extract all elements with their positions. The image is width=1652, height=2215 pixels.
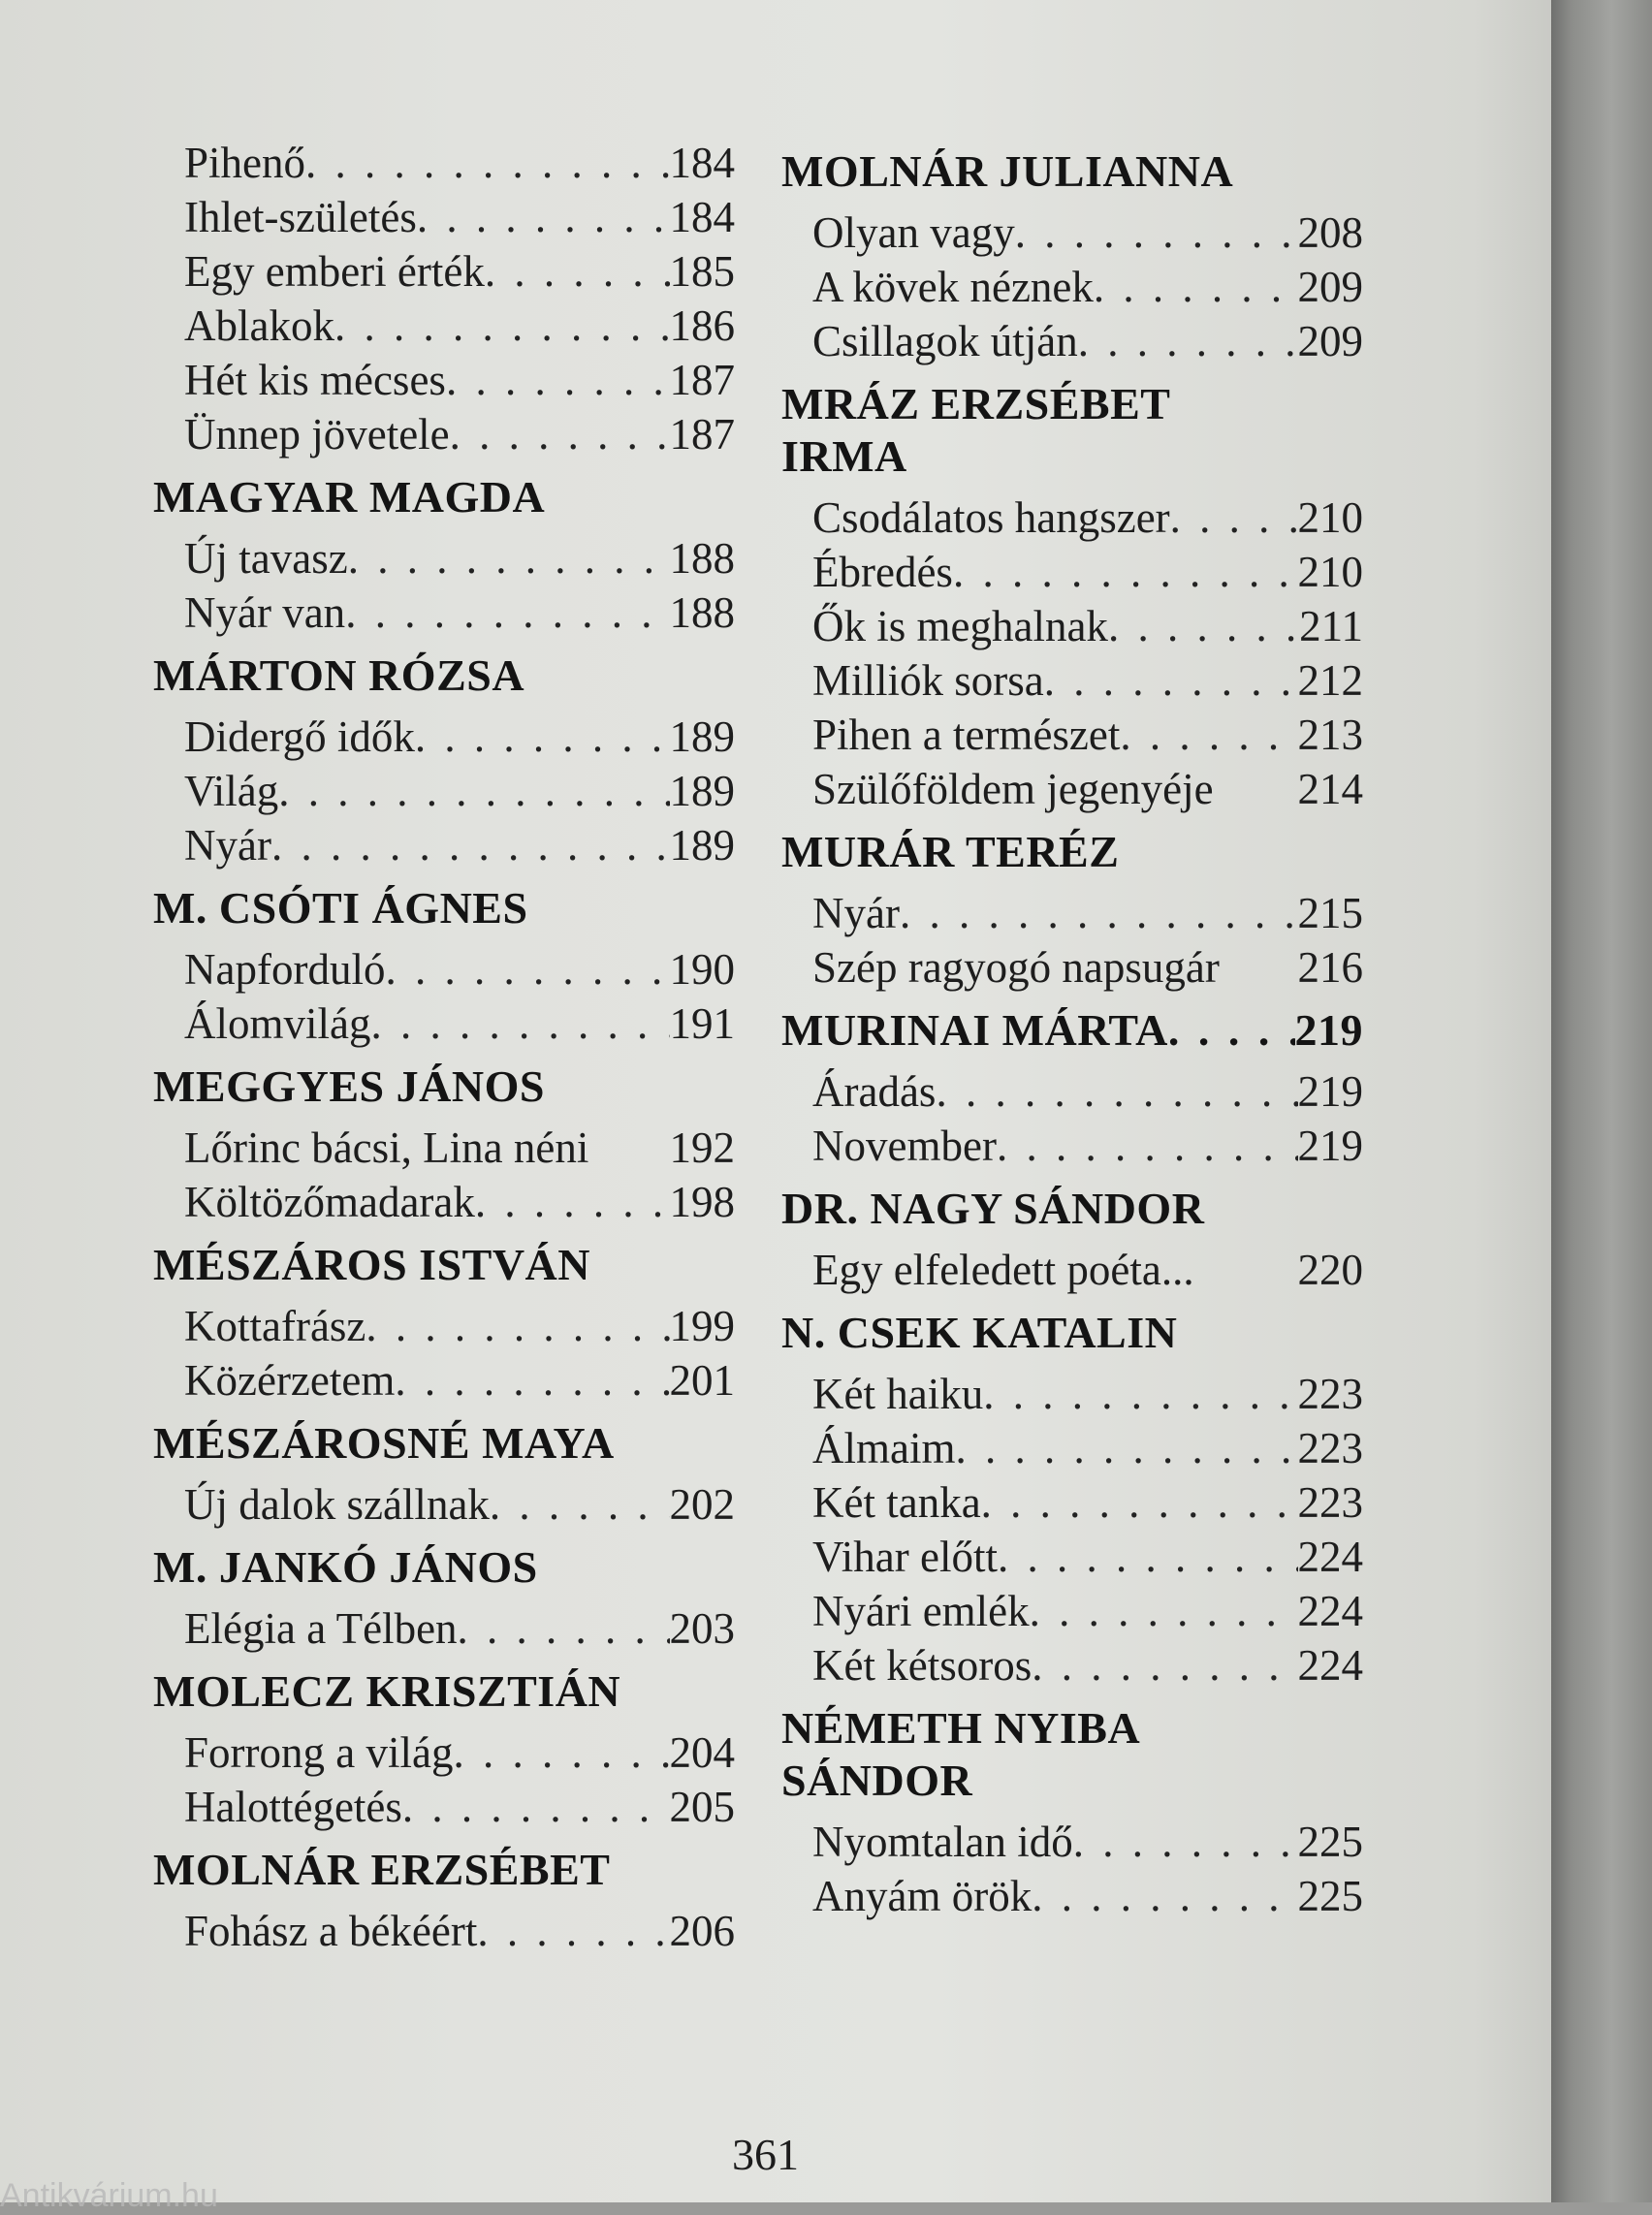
entry-page: 225 (1297, 1872, 1363, 1920)
entry-page: 202 (669, 1480, 735, 1529)
entry-page: 225 (1297, 1818, 1363, 1866)
toc-entry (153, 244, 735, 299)
toc-entry (781, 1064, 1363, 1119)
entry-page: 184 (669, 193, 735, 241)
toc-entry (153, 710, 735, 764)
entry-page: 187 (669, 410, 735, 459)
entry-page: 223 (1297, 1478, 1363, 1527)
toc-entry (153, 997, 735, 1051)
entry-title: Vihar előtt (812, 1533, 998, 1581)
entry-page: 210 (1297, 548, 1363, 596)
author-heading: MOLNÁR ERZSÉBET (153, 1845, 611, 1894)
entry-title: Anyám örök (812, 1872, 1032, 1920)
entry-title: Szép ragyogó napsugár (812, 943, 1220, 992)
entry-title: Olyan vagy (812, 208, 1015, 257)
entry-title: Nyomtalan idő (812, 1818, 1073, 1866)
toc-entry (153, 1477, 735, 1532)
dot-leader (365, 1299, 669, 1353)
entry-title: Világ (184, 767, 279, 815)
book-edge (1551, 0, 1652, 2202)
dot-leader (1108, 599, 1299, 653)
entry-title: Pihen a természet (812, 711, 1121, 759)
toc-entry (781, 599, 1363, 653)
author-heading: MAGYAR MAGDA (153, 472, 546, 522)
entry-title: Kottafrász (184, 1302, 366, 1350)
dot-leader (370, 997, 669, 1051)
author-page: 219 (1294, 1005, 1363, 1055)
entry-page: 208 (1297, 208, 1363, 257)
dot-leader (1120, 708, 1297, 762)
entry-title: November (812, 1122, 997, 1170)
entry-title: Halottégetés (184, 1783, 402, 1831)
toc-left-column (153, 136, 735, 1958)
toc-entry (781, 260, 1363, 314)
dot-leader (345, 585, 669, 640)
entry-page: 188 (669, 534, 735, 583)
entry-title: Lőrinc bácsi, Lina néni (184, 1123, 589, 1172)
toc-entry (781, 1530, 1363, 1584)
dot-leader (1168, 1004, 1295, 1057)
toc-entry (153, 764, 735, 818)
dot-leader (900, 886, 1298, 940)
dot-leader (305, 136, 669, 190)
entry-title: Új dalok szállnak (184, 1480, 490, 1529)
toc-entry (781, 708, 1363, 762)
entry-page: 184 (669, 139, 735, 187)
entry-page: 223 (1297, 1424, 1363, 1472)
dot-leader (1078, 314, 1298, 368)
entry-title: Pihenő (184, 139, 306, 187)
dot-leader (477, 1904, 669, 1958)
toc-entry (781, 1243, 1363, 1297)
entry-page: 209 (1297, 263, 1363, 311)
dot-leader (385, 942, 669, 997)
dot-leader (1015, 206, 1298, 260)
author-heading: MÁRTON RÓZSA (153, 650, 525, 700)
dot-leader (450, 407, 670, 461)
dot-leader (1094, 260, 1298, 314)
entry-page: 224 (1297, 1533, 1363, 1581)
entry-page: 189 (669, 712, 735, 761)
entry-title: Egy emberi érték (184, 247, 485, 296)
entry-title: Áradás (812, 1067, 937, 1116)
dot-leader (485, 244, 670, 299)
dot-leader (955, 1421, 1297, 1475)
toc-entry (153, 1601, 735, 1656)
entry-page: 224 (1297, 1587, 1363, 1635)
toc-entry (153, 1725, 735, 1780)
toc-entry (153, 818, 735, 872)
author-heading: MRÁZ ERZSÉBET (781, 379, 1171, 428)
author-heading: MOLECZ KRISZTIÁN (153, 1666, 621, 1716)
entry-title: Nyár van (184, 588, 346, 637)
toc-entry (153, 585, 735, 640)
entry-page: 219 (1297, 1067, 1363, 1116)
page-number: 361 (732, 2130, 799, 2179)
entry-page: 186 (669, 301, 735, 350)
toc-entry (153, 531, 735, 585)
entry-title: Két haiku (812, 1370, 984, 1418)
dot-leader (453, 1725, 669, 1780)
entry-title: Ihlet-születés (184, 193, 417, 241)
toc-right-column (781, 136, 1363, 1923)
toc-entry (153, 353, 735, 407)
toc-entry (153, 1299, 735, 1353)
entry-page: 201 (669, 1356, 735, 1405)
dot-leader (953, 545, 1298, 599)
entry-title: Álomvilág (184, 999, 371, 1048)
entry-title: Nyár (812, 889, 900, 937)
toc-entry (781, 1869, 1363, 1923)
entry-page: 187 (669, 356, 735, 404)
toc-entry (153, 136, 735, 190)
entry-page: 212 (1297, 656, 1363, 705)
entry-page: 211 (1299, 602, 1363, 650)
entry-page: 188 (669, 588, 735, 637)
dot-leader (417, 190, 670, 244)
toc-entry (781, 653, 1363, 708)
entry-page: 220 (1297, 1246, 1363, 1294)
entry-title: Napforduló (184, 945, 386, 994)
toc-entry (781, 206, 1363, 260)
toc-entry (781, 1367, 1363, 1421)
dot-leader (458, 1601, 670, 1656)
dot-leader (1032, 1869, 1297, 1923)
entry-page: 198 (669, 1178, 735, 1226)
entry-page: 206 (669, 1907, 735, 1955)
entry-title: Álmaim (812, 1424, 956, 1472)
entry-page: 189 (669, 821, 735, 870)
author-heading (781, 1004, 1363, 1057)
entry-page: 185 (669, 247, 735, 296)
toc-entry (781, 1638, 1363, 1693)
entry-page: 192 (669, 1123, 735, 1172)
toc-entry (781, 1815, 1363, 1869)
toc-entry (153, 1175, 735, 1229)
author-heading: DR. NAGY SÁNDOR (781, 1184, 1205, 1233)
entry-title: Egy elfeledett poéta... (812, 1246, 1194, 1294)
entry-title: Ünnep jövetele (184, 410, 450, 459)
author-heading: MOLNÁR JULIANNA (781, 146, 1234, 196)
dot-leader (1030, 1584, 1298, 1638)
toc-entry (153, 190, 735, 244)
toc-entry (781, 1119, 1363, 1173)
author-heading: MÉSZÁROSNÉ MAYA (153, 1418, 615, 1468)
author-heading: M. JANKÓ JÁNOS (153, 1542, 538, 1592)
toc-entry (781, 1475, 1363, 1530)
toc-entry (781, 490, 1363, 545)
entry-page: 219 (1297, 1122, 1363, 1170)
toc-entry (781, 886, 1363, 940)
entry-page: 191 (669, 999, 735, 1048)
entry-title: Didergő idők (184, 712, 415, 761)
entry-page: 189 (669, 767, 735, 815)
dot-leader (402, 1780, 670, 1834)
author-heading: M. CSÓTI ÁGNES (153, 883, 528, 933)
entry-page: 190 (669, 945, 735, 994)
dot-leader (997, 1119, 1298, 1173)
dot-leader (998, 1530, 1298, 1584)
author-heading: N. CSEK KATALIN (781, 1308, 1178, 1357)
entry-page: 205 (669, 1783, 735, 1831)
entry-page: 223 (1297, 1370, 1363, 1418)
dot-leader (1032, 1638, 1297, 1693)
entry-title: Új tavasz (184, 534, 348, 583)
toc-entry (153, 1353, 735, 1408)
dot-leader (415, 710, 670, 764)
dot-leader (936, 1064, 1297, 1119)
entry-page: 203 (669, 1604, 735, 1653)
entry-page: 215 (1297, 889, 1363, 937)
toc-entry (153, 299, 735, 353)
entry-title: Ablakok (184, 301, 334, 350)
dot-leader (1170, 490, 1298, 545)
watermark: Antikvárium.hu (0, 2177, 218, 2214)
entry-page: 224 (1297, 1641, 1363, 1690)
toc-entry (781, 1421, 1363, 1475)
dot-leader (271, 818, 670, 872)
toc-entry (153, 1904, 735, 1958)
entry-title: Milliók sorsa (812, 656, 1044, 705)
dot-leader (334, 299, 670, 353)
entry-page: 214 (1297, 765, 1363, 813)
entry-title: Ébredés (812, 548, 953, 596)
dot-leader (348, 531, 670, 585)
author-heading: MÉSZÁROS ISTVÁN (153, 1240, 590, 1289)
toc-entry (781, 940, 1363, 995)
author-heading: MEGGYES JÁNOS (153, 1061, 545, 1111)
entry-page: 210 (1297, 493, 1363, 542)
author-heading: NÉMETH NYIBA (781, 1703, 1141, 1753)
entry-title: Két tanka (812, 1478, 981, 1527)
author-heading: SÁNDOR (781, 1756, 973, 1805)
toc-entry (781, 762, 1363, 816)
toc-entry (153, 942, 735, 997)
entry-title: Csodálatos hangszer (812, 493, 1170, 542)
dot-leader (446, 353, 670, 407)
entry-title: A kövek néznek (812, 263, 1094, 311)
author-heading: MURÁR TERÉZ (781, 827, 1120, 876)
entry-title: Fohász a békéért (184, 1907, 478, 1955)
toc-entry (781, 1584, 1363, 1638)
dot-leader (983, 1367, 1297, 1421)
dot-leader (475, 1175, 670, 1229)
entry-page: 216 (1297, 943, 1363, 992)
entry-title: Nyár (184, 821, 271, 870)
toc-entry (153, 407, 735, 461)
entry-title: Csillagok útján (812, 317, 1078, 365)
toc-entry (153, 1121, 735, 1175)
entry-page: 204 (669, 1728, 735, 1777)
entry-title: Költözőmadarak (184, 1178, 475, 1226)
toc-entry (781, 314, 1363, 368)
author-heading: IRMA (781, 431, 907, 481)
entry-title: Ők is meghalnak (812, 602, 1108, 650)
dot-leader (1044, 653, 1298, 708)
toc-entry (153, 1780, 735, 1834)
dot-leader (395, 1353, 669, 1408)
entry-page: 199 (669, 1302, 735, 1350)
dot-leader (1073, 1815, 1298, 1869)
author-name: MURINAI MÁRTA (781, 1005, 1168, 1055)
entry-title: Forrong a világ (184, 1728, 454, 1777)
entry-page: 209 (1297, 317, 1363, 365)
entry-title: Nyári emlék (812, 1587, 1030, 1635)
entry-page: 213 (1297, 711, 1363, 759)
entry-title: Szülőföldem jegenyéje (812, 765, 1214, 813)
toc-entry (781, 545, 1363, 599)
dot-leader (278, 764, 669, 818)
entry-title: Hét kis mécses (184, 356, 446, 404)
entry-title: Két kétsoros (812, 1641, 1032, 1690)
entry-title: Közérzetem (184, 1356, 396, 1405)
dot-leader (981, 1475, 1298, 1530)
dot-leader (490, 1477, 670, 1532)
entry-title: Elégia a Télben (184, 1604, 458, 1653)
